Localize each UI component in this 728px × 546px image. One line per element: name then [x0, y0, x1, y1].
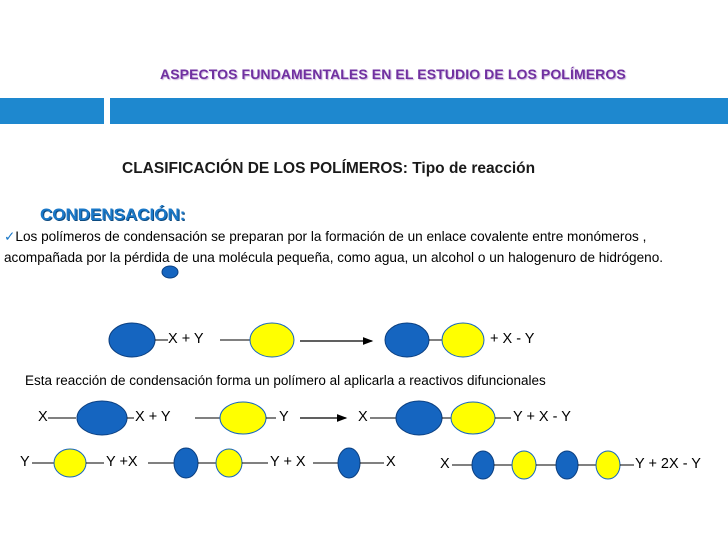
slide-title: ASPECTOS FUNDAMENTALES EN EL ESTUDIO DE LOS POLÍMEROS [160, 66, 626, 82]
r1-left-label: X + Y [168, 331, 204, 347]
r2-product-yellow [451, 402, 495, 434]
r3-product-blue-2 [556, 451, 578, 479]
r3-product-blue-1 [472, 451, 494, 479]
r2-blue-monomer [77, 401, 127, 435]
r1-right-label: + X - Y [490, 331, 535, 347]
r2-x-start: X [38, 409, 48, 425]
r1-product-yellow [442, 323, 484, 357]
r3-blue-monomer-1 [174, 448, 198, 478]
r2-right-label: Y + X - Y [513, 409, 571, 425]
r3-yellow-monomer-2 [216, 449, 242, 477]
r1-product-blue [385, 323, 429, 357]
r2-y-end: Y [279, 409, 289, 425]
r2-yellow-monomer [220, 402, 266, 434]
r3-yellow-monomer [54, 449, 86, 477]
r3-x-product: X [440, 456, 450, 472]
r1-yellow-monomer [250, 323, 294, 357]
r3-y-start: Y [20, 454, 30, 470]
difunctional-note: Esta reacción de condensación forma un polímero al aplicarla a reactivos difuncionales [25, 373, 546, 388]
inline-blue-monomer [162, 266, 178, 278]
r3-blue-monomer-2 [338, 448, 360, 478]
r3-mid2-label: Y + X [270, 454, 306, 470]
r3-right-label: Y + 2X - Y [635, 456, 701, 472]
r3-x-end: X [386, 454, 396, 470]
r3-product-yellow-2 [596, 451, 620, 479]
check-icon: ✓ [4, 229, 16, 244]
r2-x-product: X [358, 409, 368, 425]
slide-subtitle: CLASIFICACIÓN DE LOS POLÍMEROS: Tipo de reacción [122, 160, 536, 177]
r2-mid-label: X + Y [135, 409, 171, 425]
section-heading: CONDENSACIÓN: [40, 205, 186, 224]
paragraph-text: Los polímeros de condensación se preparan por la formación de un enlace covalente entre monómeros , acompañada por la pérdida de una molécula pequeña, como agua, un alcohol o un halogenuro de hidrógeno. [4, 229, 664, 265]
r1-blue-monomer [109, 323, 155, 357]
r2-product-blue [396, 401, 442, 435]
r3-product-yellow-1 [512, 451, 536, 479]
r3-mid1-label: Y +X [106, 454, 138, 470]
